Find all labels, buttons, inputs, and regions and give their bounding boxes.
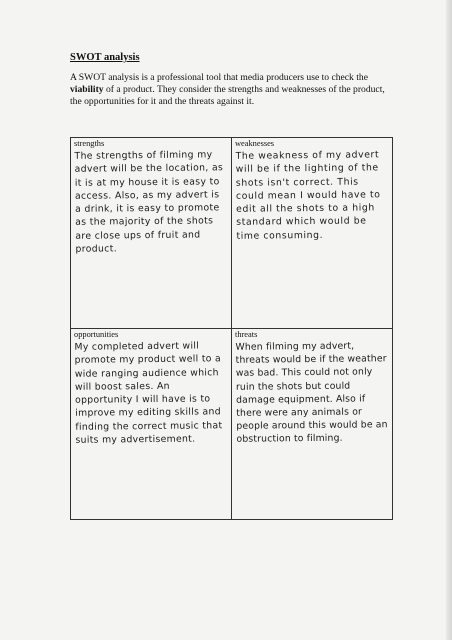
intro-text-bold: viability (70, 84, 104, 95)
weaknesses-label: weaknesses (235, 139, 275, 148)
intro-text-part1: A SWOT analysis is a professional tool that media producers use to check the (70, 72, 368, 83)
weaknesses-cell (232, 138, 393, 329)
intro-paragraph (70, 72, 390, 108)
opportunities-label: opportunities (74, 330, 119, 339)
weaknesses-handwriting: The weakness of my advert will be if the lighting of the shots isn't correct. This could mean I would have to edit all the shots to a high standard which would be time consuming. (235, 149, 381, 242)
document-title: SWOT analysis (70, 52, 140, 63)
threats-handwriting: When filming my advert, threats would be if the weather was bad. This could not only ruin the shots but could damage equipment. Also if there were any animals or people around this would be an obstruction to filming. (235, 340, 388, 446)
threats-cell (232, 329, 393, 520)
opportunities-cell (71, 329, 232, 520)
swot-table (70, 137, 393, 520)
strengths-handwriting: The strengths of filming my advert will be the location, as it is at my house it is easy to access. Also, as my advert is a drink, it is easy to promote as the majority of the shots are close ups of fruit and product. (74, 149, 224, 255)
opportunities-handwriting: My completed advert will promote my product well to a wide ranging audience which will boost sales. An opportunity I will have is to improve my editing skills and finding the correct music that suits my advertisement. (74, 340, 223, 446)
page-edge (446, 0, 452, 640)
strengths-cell (71, 138, 232, 329)
strengths-label: strengths (74, 139, 105, 148)
threats-label: threats (235, 330, 258, 339)
intro-text-part2: of a product. They consider the strengths and weaknesses of the product, the opportunities for it and the threats against it. (70, 84, 385, 107)
